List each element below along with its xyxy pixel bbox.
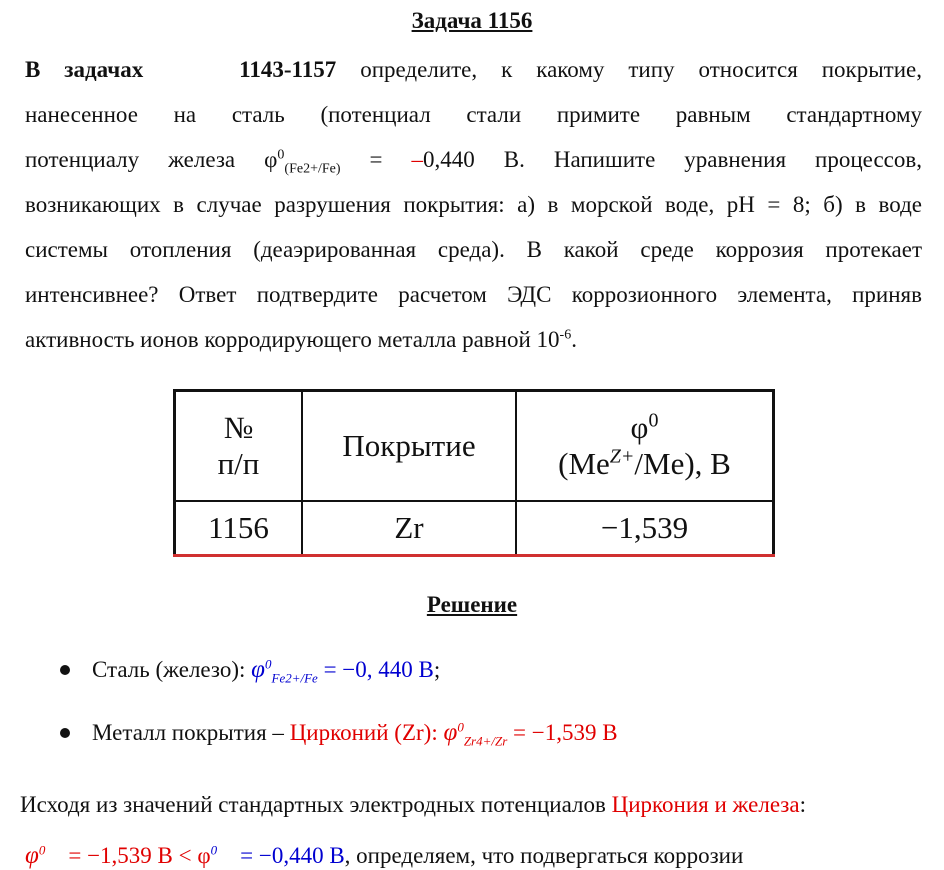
problem-line-1: В задачах 1143-1157 определите, к какому типу относится покрытие, [25, 57, 922, 82]
solution-title: Решение [426, 592, 518, 617]
problem-line-2: нанесенное на сталь (потенциал стали примите равным стандартному [25, 102, 922, 127]
bullet-steel: Сталь (железо): $\varphi^0_{Fe2+/Fe} = -0$, 440 В; [60, 656, 440, 684]
cell-coating: Zr [302, 501, 516, 556]
header-number: № п/п [175, 391, 303, 502]
conclusion-formula-line: $\varphi^0$ = −1,539 $В < \varphi^0$ = −0,440 В, определяем, что подвергаться коррозии [25, 842, 744, 869]
problem-line-6: интенсивнее? Ответ подтвердите расчетом ЭДС коррозионного элемента, приняв [25, 282, 922, 307]
steel-potential: $\varphi^0_{Fe2+/Fe} = -0$, 440 В [251, 656, 434, 686]
bullet-coating: Металл покрытия – Цирконий (Zr): $\varphi^0_{Zr4+/Zr} = -1,539$ В [60, 719, 618, 747]
header-potential: $\varphi^0$ $(Me^{Z+}/Me)$, В [516, 391, 774, 502]
cell-potential: −1,539 [516, 501, 774, 556]
coating-potential: Цирконий (Zr): $\varphi^0_{Zr4+/Zr} = -1,539$ В [289, 719, 618, 749]
header-coating: Покрытие [302, 391, 516, 502]
problem-line-3: потенциалу железа $\varphi^0_{(Fe2+/Fe)} = -0,440$ В. Напишите уравнения процессов, [25, 147, 922, 177]
problem-line-7: активность ионов корродирующего металла равной $10^{-6}$. [25, 327, 577, 352]
problem-title: Задача 1156 [411, 8, 533, 33]
cell-number: 1156 [175, 501, 303, 556]
problem-text [25, 47, 922, 362]
coating-table [173, 389, 775, 557]
conclusion-line: Исходя из значений стандартных электродных потенциалов Циркония и железа: [20, 792, 806, 817]
bullet-dot [60, 665, 70, 675]
problem-line-4: возникающих в случае разрушения покрытия: а) в морской воде, pH = 8; б) в воде [25, 192, 922, 217]
problem-line-5: системы отопления (деаэрированная среда). В какой среде коррозия протекает [25, 237, 922, 262]
bullet-dot [60, 728, 70, 738]
